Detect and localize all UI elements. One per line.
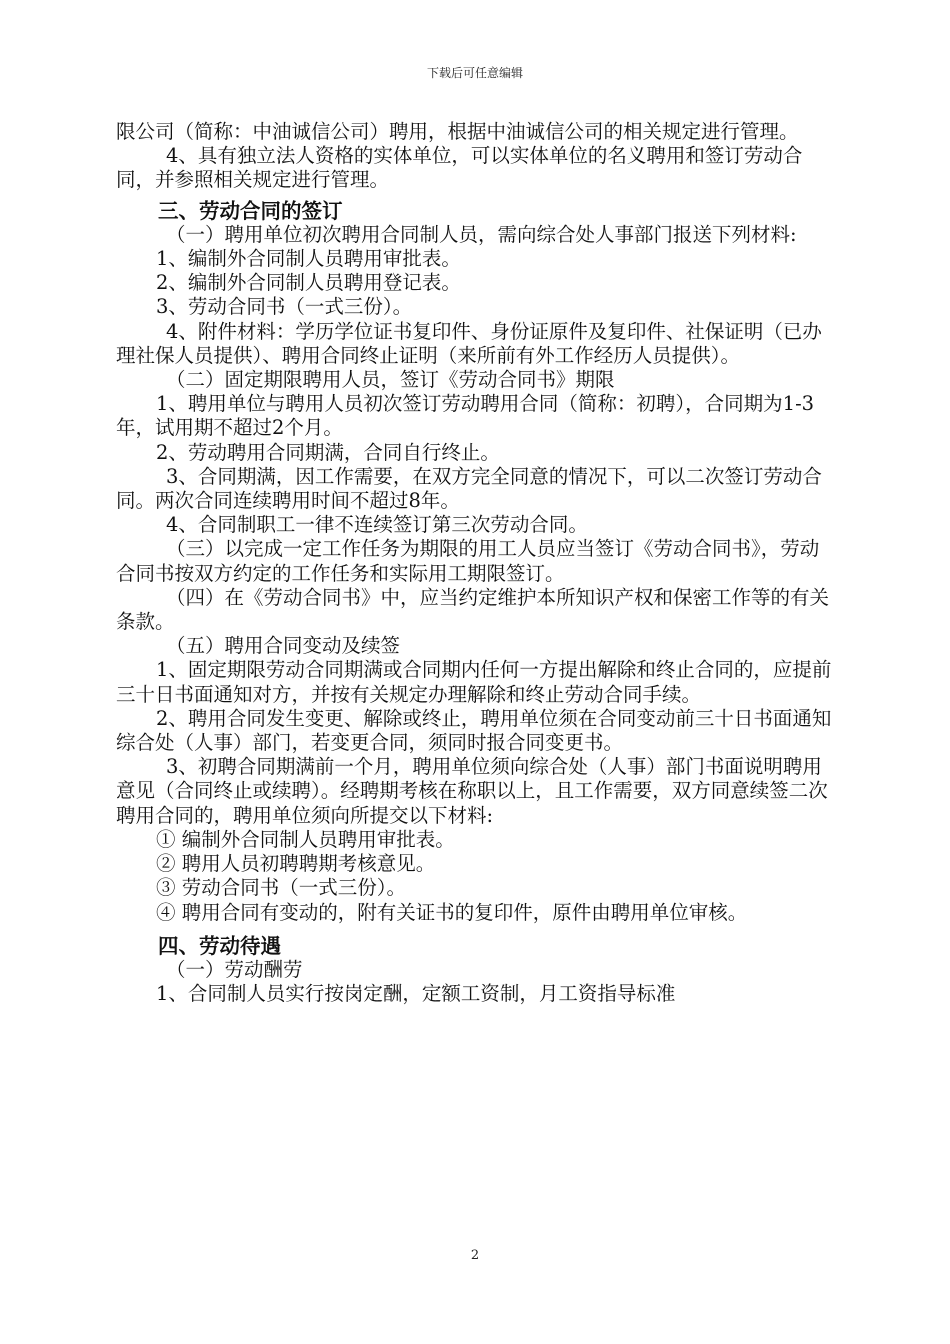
list-item: 3、合同期满，因工作需要，在双方完全同意的情况下，可以二次签订劳动合同。两次合同连续聘用时间不超过8年。 — [116, 464, 822, 513]
subsection-heading: （五）聘用合同变动及续签 — [166, 634, 401, 658]
list-item: 1、合同制人员实行按岗定酬，定额工资制，月工资指导标准 — [156, 982, 676, 1006]
list-item: ③ 劳动合同书（一式三份）。 — [156, 876, 406, 900]
paragraph: 4、具有独立法人资格的实体单位，可以实体单位的名义聘用和签订劳动合同，并参照相关规定进行管理。 — [116, 144, 803, 192]
paragraph: （四）在《劳动合同书》中，应当约定维护本所知识产权和保密工作等的有关条款。 — [116, 585, 830, 634]
list-item: 1、固定期限劳动合同期满或合同期内任何一方提出解除和终止合同的，应提前三十日书面通知对方，并按有关规定办理解除和终止劳动合同手续。 — [116, 658, 832, 706]
section-heading: 三、劳动合同的签订 — [158, 198, 343, 223]
page-number: 2 — [470, 1248, 480, 1263]
list-item: 4、合同制职工一律不连续签订第三次劳动合同。 — [166, 513, 588, 537]
list-item: 2、编制外合同制人员聘用登记表。 — [156, 271, 461, 295]
list-item: 3、初聘合同期满前一个月，聘用单位须向综合处（人事）部门书面说明聘用意见（合同终止或续聘）。经聘期考核在称职以上，且工作需要，双方同意续签二次聘用合同的，聘用单位须向所提交以下材料: — [116, 755, 828, 827]
list-item: 1、聘用单位与聘用人员初次签订劳动聘用合同（简称：初聘），合同期为1-3年，试用期不超过2个月。 — [116, 392, 815, 440]
list-item: ① 编制外合同制人员聘用审批表。 — [156, 827, 455, 851]
page-header: 下载后可任意编辑 — [426, 66, 523, 80]
list-item: 2、劳动聘用合同期满，合同自行终止。 — [156, 440, 500, 464]
list-item: 4、附件材料：学历学位证书复印件、身份证原件及复印件、社保证明（已办理社保人员提供）、聘用合同终止证明（来所前有外工作经历人员提供）。 — [116, 319, 822, 367]
section-heading: 四、劳动待遇 — [158, 933, 281, 958]
document-body — [116, 120, 836, 1006]
paragraph: （一）聘用单位初次聘用合同制人员，需向综合处人事部门报送下列材料: — [166, 222, 797, 246]
paragraph: 限公司（简称：中油诚信公司）聘用，根据中油诚信公司的相关规定进行管理。 — [116, 120, 799, 143]
list-item: ④ 聘用合同有变动的，附有关证书的复印件，原件由聘用单位审核。 — [156, 900, 748, 924]
list-item: 3、劳动合同书（一式三份）。 — [156, 295, 413, 319]
paragraph: （三）以完成一定工作任务为期限的用工人员应当签订《劳动合同书》，劳动合同书按双方约定的工作任务和实际用工期限签订。 — [116, 537, 820, 585]
list-item: ② 聘用人员初聘聘期考核意见。 — [156, 852, 436, 876]
list-item: 1、编制外合同制人员聘用审批表。 — [156, 247, 461, 271]
subsection-heading: （二）固定期限聘用人员，签订《劳动合同书》期限 — [166, 368, 615, 392]
subsection-heading: （一）劳动酬劳 — [166, 957, 303, 981]
list-item: 2、聘用合同发生变更、解除或终止，聘用单位须在合同变动前三十日书面通知综合处（人事）部门，若变更合同，须同时报合同变更书。 — [116, 706, 832, 755]
